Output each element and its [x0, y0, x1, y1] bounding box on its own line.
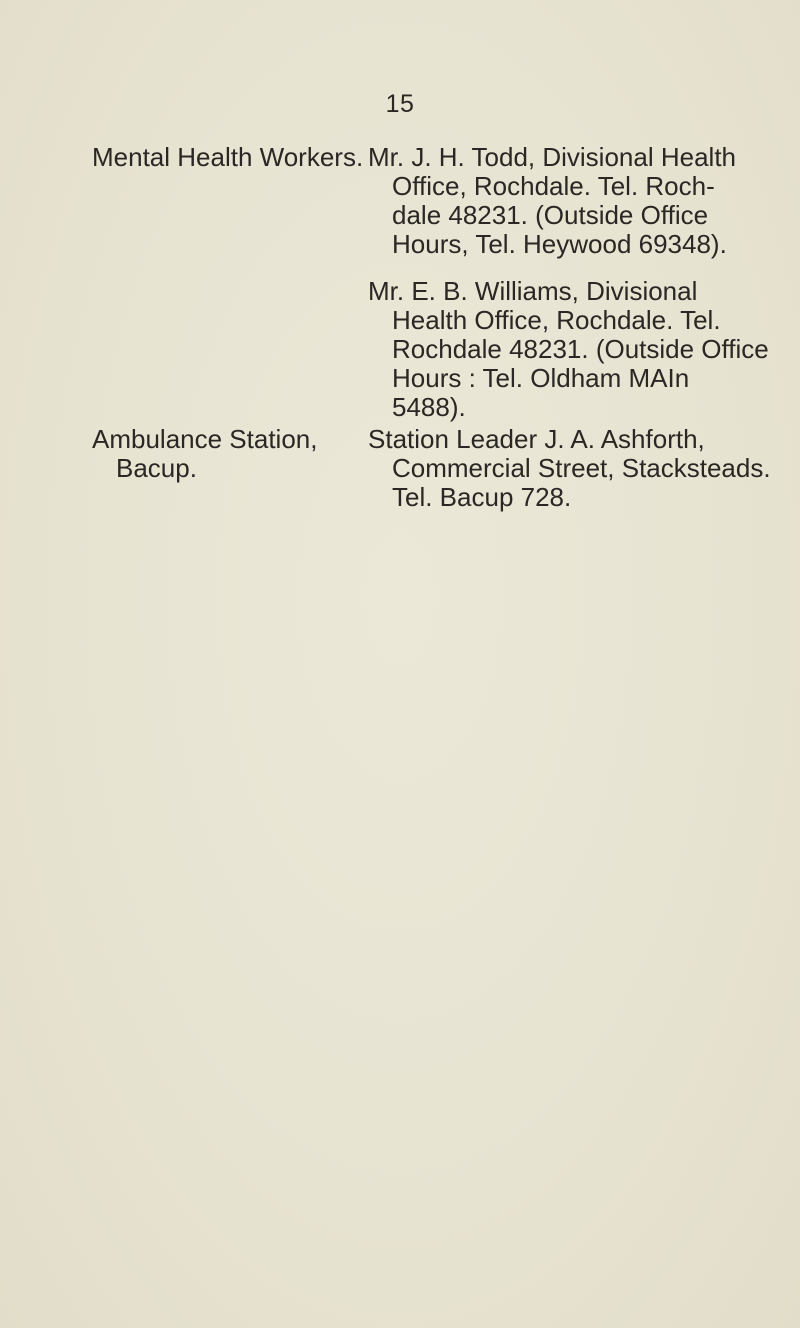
- detail-line: Rochdale 48231. (Outside Office: [392, 334, 769, 364]
- entry-detail-williams: [368, 276, 769, 422]
- detail-line: Mr. J. H. Todd, Divisional Health: [368, 142, 736, 172]
- detail-line: Station Leader J. A. Ashforth,: [368, 424, 705, 454]
- entry-label-line: Bacup.: [116, 453, 197, 483]
- detail-line: Commercial Street, Stacksteads.: [392, 453, 771, 483]
- entry-label-ambulance-station: [92, 425, 362, 483]
- entry-label-mental-health-workers: [92, 143, 362, 172]
- page-number: 15: [385, 90, 415, 118]
- entry-detail-todd: [368, 142, 736, 259]
- entry-detail-ashforth: [368, 424, 771, 512]
- detail-line: 5488).: [392, 392, 466, 422]
- detail-line: Mr. E. B. Williams, Divisional: [368, 276, 698, 306]
- detail-line: Hours, Tel. Heywood 69348).: [392, 229, 727, 259]
- entry-label-line: Mental Health Workers.: [92, 142, 364, 172]
- detail-line: dale 48231. (Outside Office: [392, 200, 709, 230]
- detail-line: Office, Rochdale. Tel. Roch-: [392, 171, 715, 201]
- detail-line: Hours : Tel. Oldham MAIn: [392, 363, 690, 393]
- detail-line: Health Office, Rochdale. Tel.: [392, 305, 721, 335]
- detail-line: Tel. Bacup 728.: [392, 482, 572, 512]
- entry-label-line: Ambulance Station,: [92, 424, 318, 454]
